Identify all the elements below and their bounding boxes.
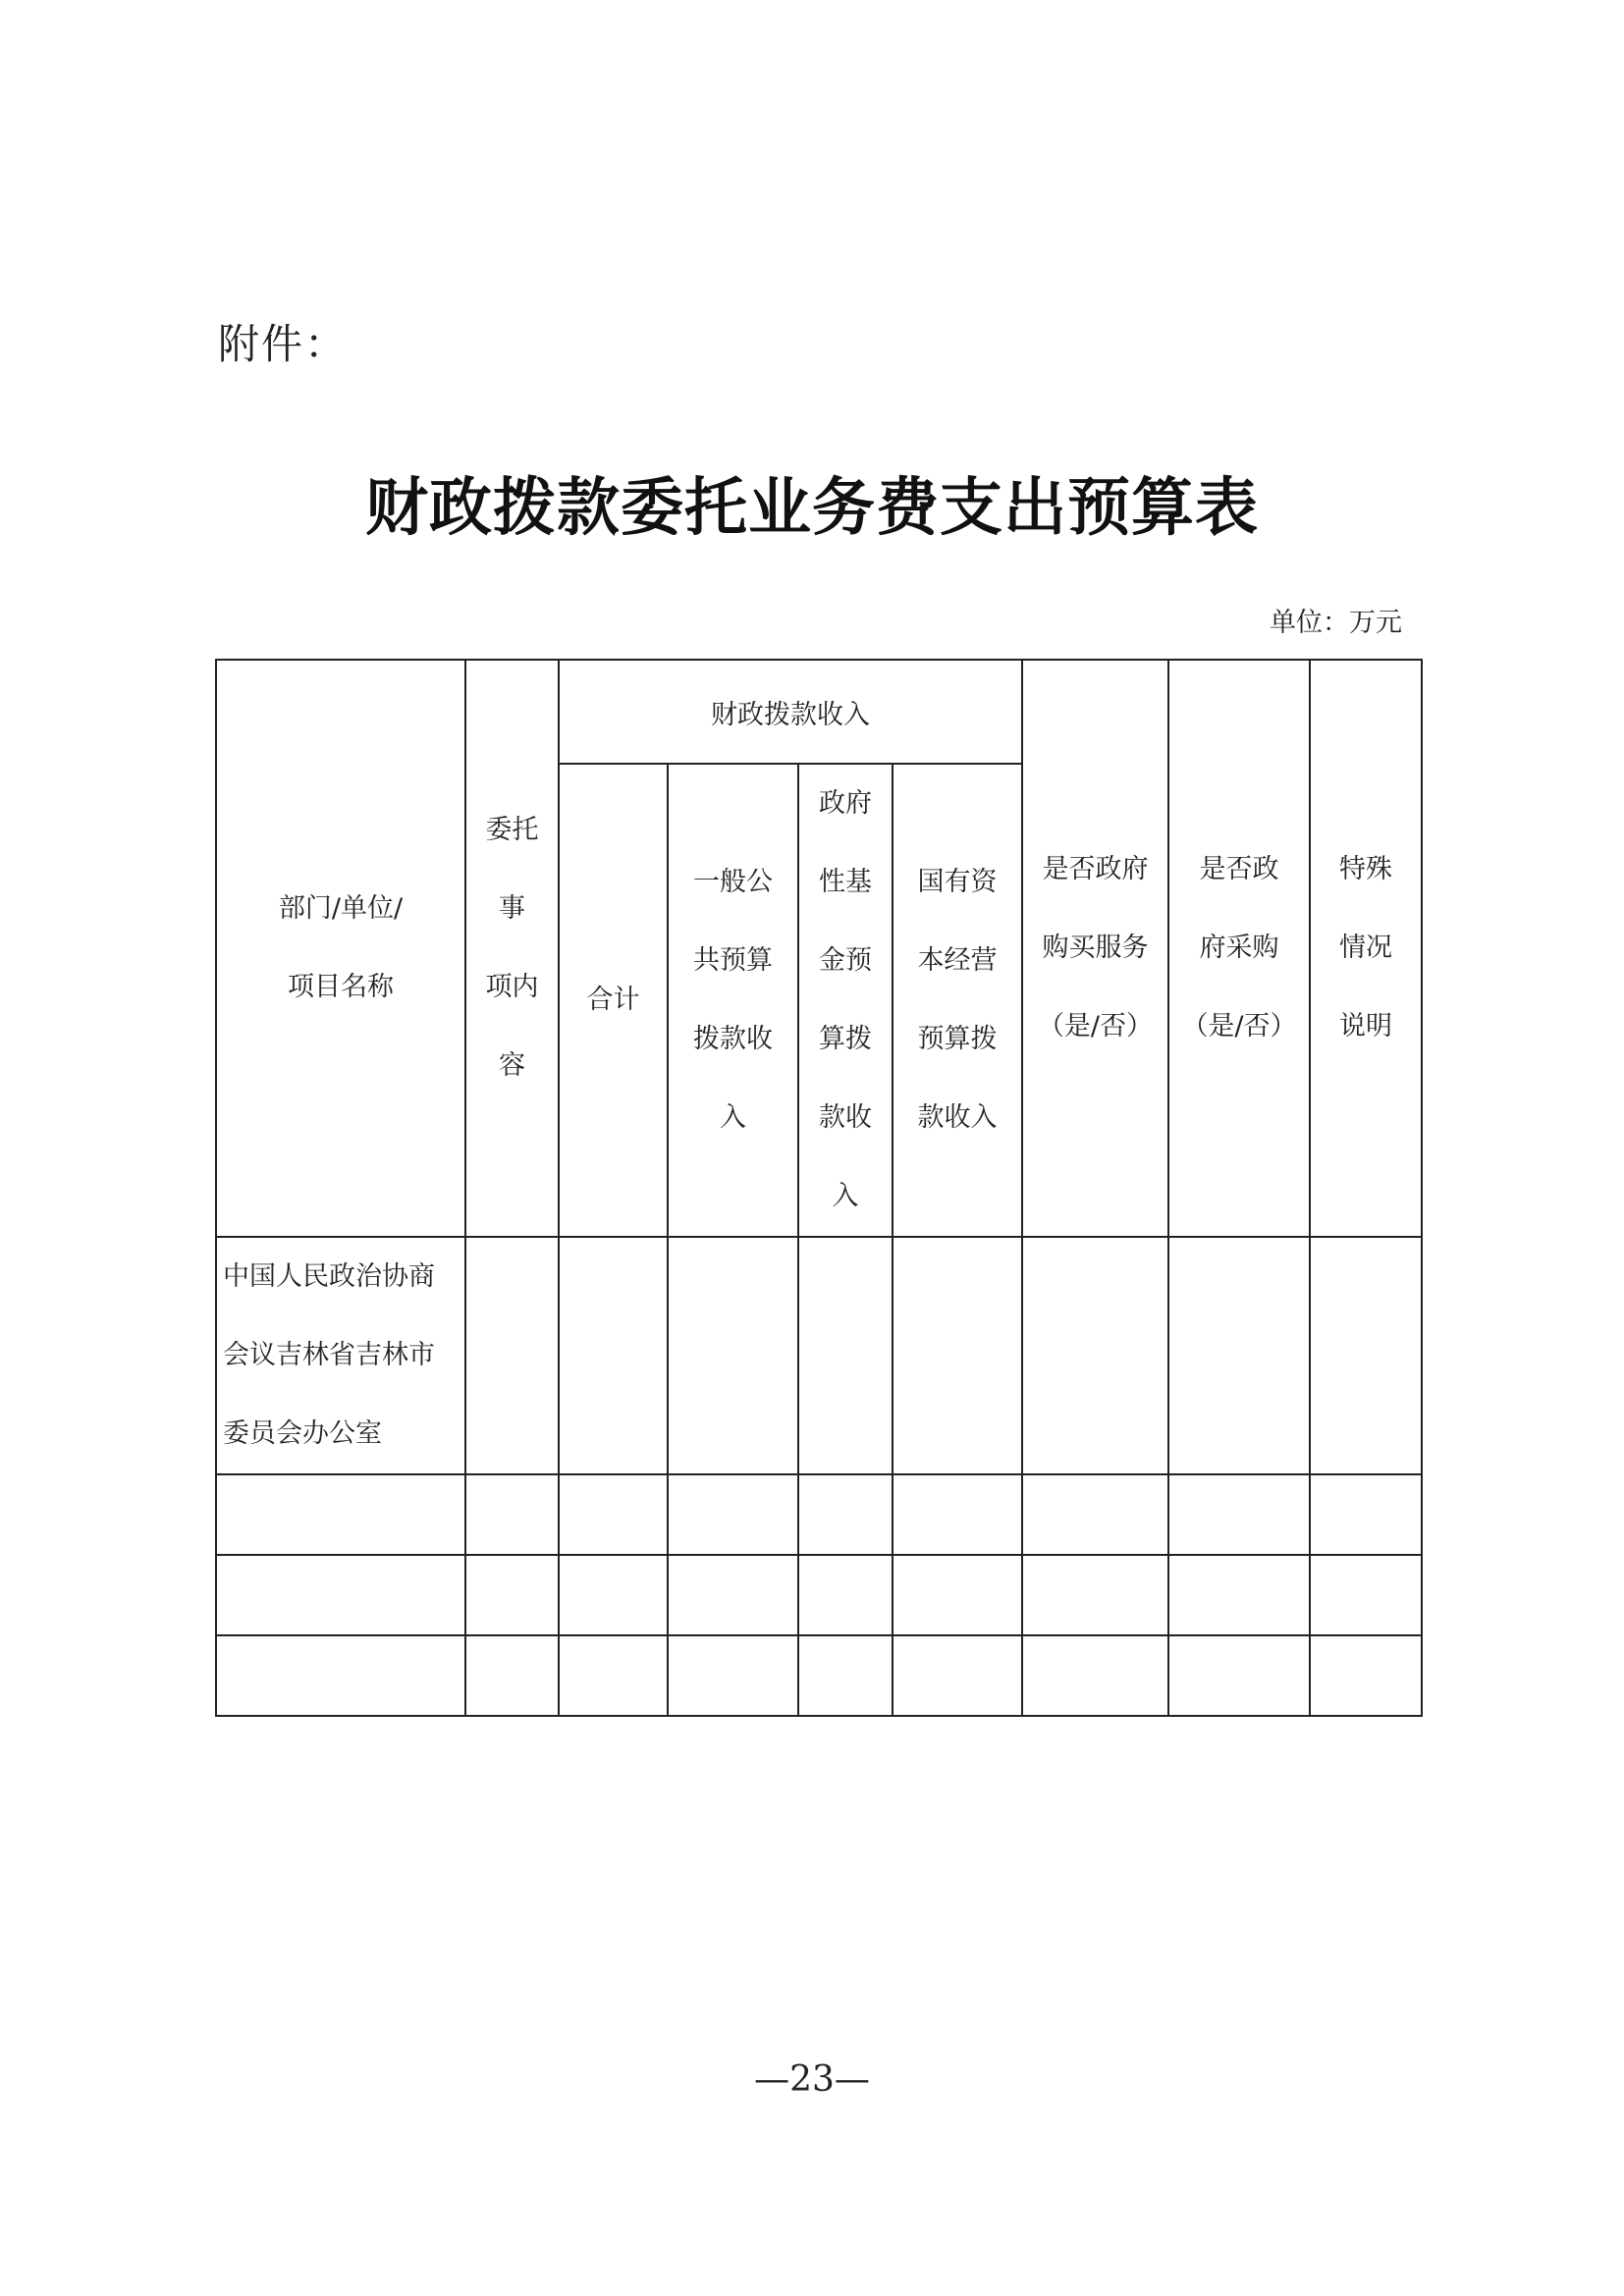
table-cell [893,1635,1022,1716]
table-cell [559,1237,668,1474]
table-cell [216,1555,465,1635]
table-cell [893,1555,1022,1635]
table-cell [465,1237,559,1474]
table-cell [1022,1555,1168,1635]
table-cell [668,1635,798,1716]
table-cell [1310,1237,1422,1474]
table-row [216,1474,1422,1555]
document-title: 财政拨款委托业务费支出预算表 [365,471,1259,545]
header-dept: 部门/单位/ 项目名称 [216,660,465,1237]
header-total: 合计 [559,764,668,1237]
table-cell [559,1635,668,1716]
table-row [216,1555,1422,1635]
table-row [216,1635,1422,1716]
attachment-label: 附件： [218,320,349,368]
page-number: —23— [754,2059,870,2100]
table-cell [1022,1474,1168,1555]
header-gov-purchase-service: 是否政府 购买服务 （是/否） [1022,660,1168,1237]
header-gov-fund: 政府 性基 金预 算拨 款收 入 [798,764,893,1237]
table-cell [798,1237,893,1474]
budget-table [215,659,1423,1717]
table-cell [893,1474,1022,1555]
header-state-capital: 国有资 本经营 预算拨 款收入 [893,764,1022,1237]
header-row-1 [216,660,1422,764]
table-cell [216,1635,465,1716]
table-cell [1022,1635,1168,1716]
header-general-budget: 一般公 共预算 拨款收 入 [668,764,798,1237]
table-cell [1310,1635,1422,1716]
header-special-note: 特殊 情况 说明 [1310,660,1422,1237]
table-row [216,1237,1422,1474]
table-cell [1168,1237,1310,1474]
header-gov-procurement: 是否政 府采购 （是/否） [1168,660,1310,1237]
table-cell [798,1474,893,1555]
table-cell [465,1474,559,1555]
table-cell [668,1555,798,1635]
table-cell [798,1555,893,1635]
table-cell [1168,1555,1310,1635]
table-cell [1022,1237,1168,1474]
table-cell [1168,1635,1310,1716]
unit-label: 单位：万元 [1270,608,1402,638]
table-cell [1310,1474,1422,1555]
table-cell [1168,1474,1310,1555]
table-cell [559,1555,668,1635]
table-cell [216,1474,465,1555]
table-cell [668,1237,798,1474]
table-cell [465,1635,559,1716]
table-cell [893,1237,1022,1474]
header-entrusted-item: 委托 事 项内 容 [465,660,559,1237]
table-cell: 中国人民政治协商 会议吉林省吉林市 委员会办公室 [216,1237,465,1474]
header-fiscal-group: 财政拨款收入 [559,660,1022,764]
table-cell [465,1555,559,1635]
table-cell [559,1474,668,1555]
table-cell [1310,1555,1422,1635]
table-cell [668,1474,798,1555]
table-cell [798,1635,893,1716]
